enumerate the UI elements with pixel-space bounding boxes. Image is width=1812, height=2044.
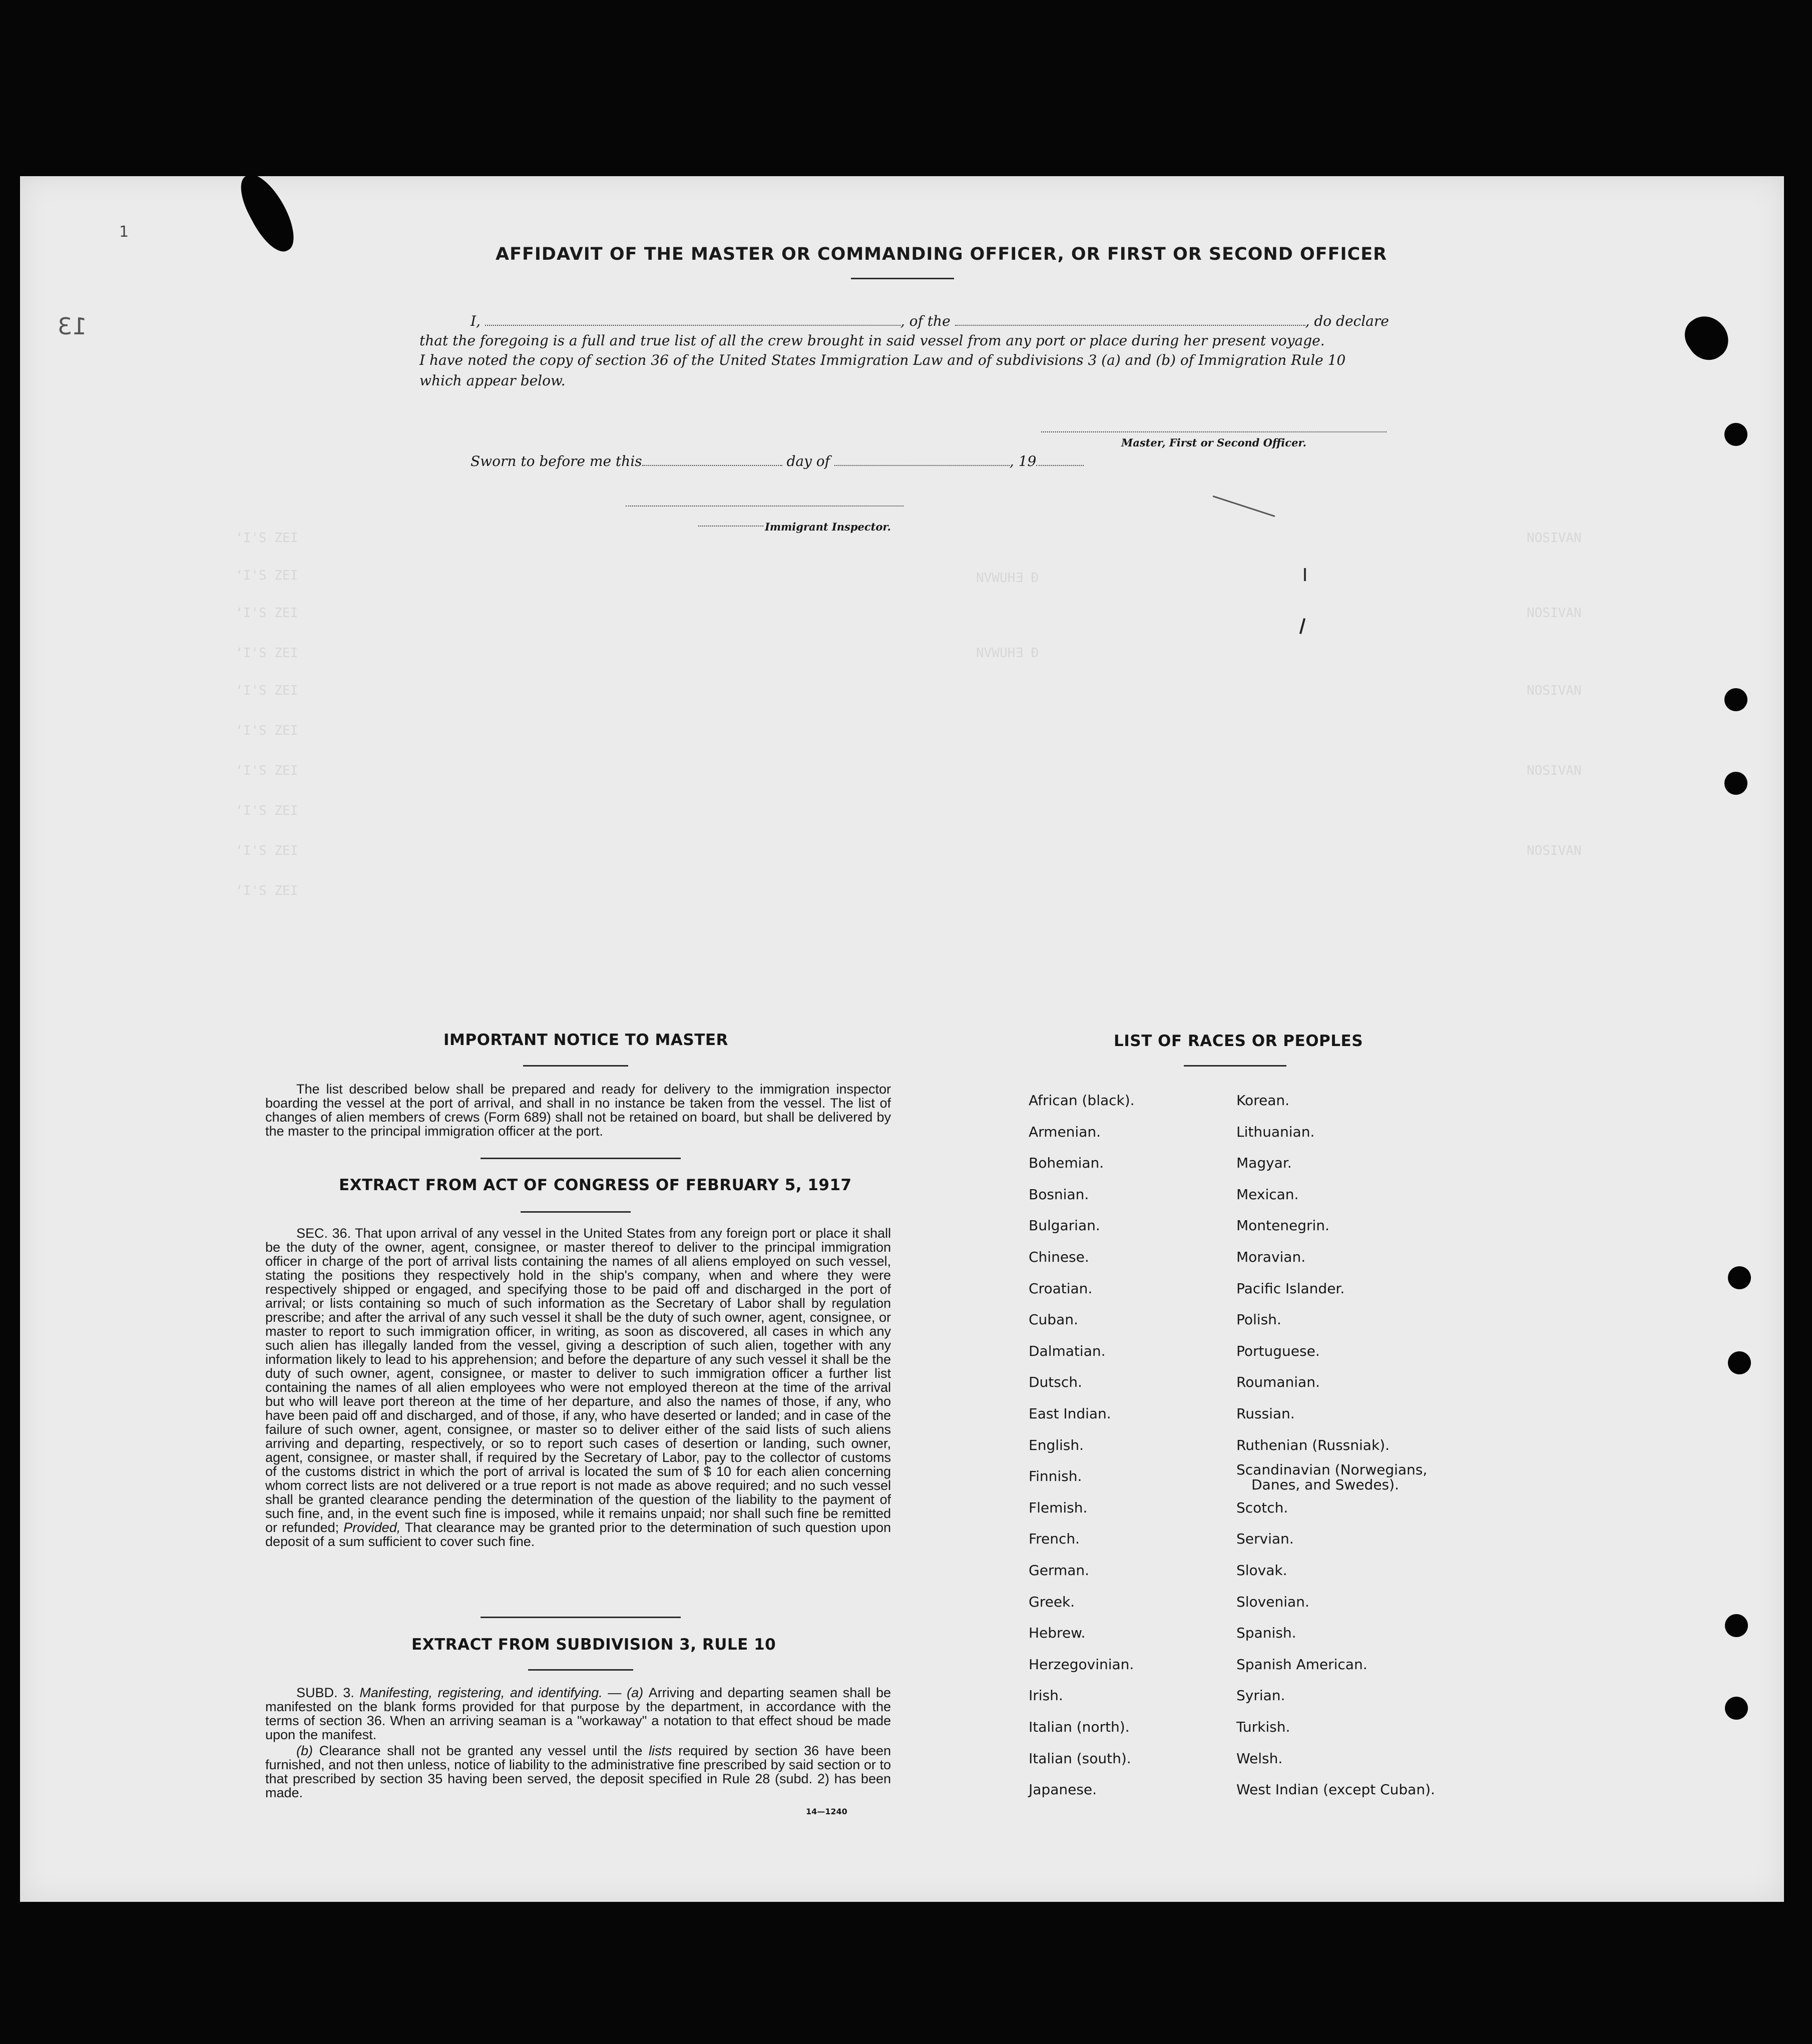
- race-item: Ruthenian (Russniak).: [1236, 1437, 1390, 1453]
- punch-hole: [1725, 1614, 1748, 1637]
- race-item: West Indian (except Cuban).: [1236, 1781, 1435, 1798]
- act-provided: Provided,: [343, 1520, 401, 1535]
- document-sheet: [20, 176, 1784, 1902]
- race-item: Polish.: [1236, 1311, 1281, 1328]
- races-heading: LIST OF RACES OR PEOPLES: [1114, 1032, 1364, 1050]
- affidavit-of-the: , of the: [900, 313, 951, 329]
- act-body-text: SEC. 36. That upon arrival of any vessel in the United States from any foreign port or place it shall be the duty of the owner, agent, consignee, or master thereof to deliver to the principal immigration officer in charge of the port of arrival lists containing the names of all aliens employed on such vessel, stating the positions they respectively hold in the ship's company, when and where they were respectively shipped or engaged, and specifying those to be paid off and discharged in the port of arrival; or lists containing so much of such information as the Secretary of Labor shall by regulation prescribe; and after the arrival of any such vessel it shall be the duty of such owner, agent, consignee, or master to report to such immigration officer, in writing, as soon as discovered, all cases in which any such alien has illegally landed from the vessel, giving a description of such alien, together with any information likely to lead to his apprehension; and before the departure of any such vessel it shall be the duty of such owner, agent, consignee, or master to deliver to such immigration officer a further list containing the names of all alien employees who were not employed thereon at the time of the arrival but who will leave port thereon at the time of her departure, and also the names of those, if any, who have been paid off and discharged, and of those, if any, who have deserted or landed; and in case of the failure of such owner, agent, consignee, or master so to deliver either of the said lists of such aliens arriving and departing, respectively, or so to report such cases of desertion or landing, such owner, agent, consignee, or master shall, if required by the Secretary of Labor, pay to the collector of customs of the customs district in which the port of arrival is located the sum of $ 10 for each alien concerning whom correct lists are not delivered or a true report is not made as above required; and no such vessel shall be granted clearance pending the determination of the question of the liability to the payment of such fine, and, in the event such fine is imposed, while it remains unpaid; nor shall such fine be remitted or refunded;: [265, 1226, 891, 1535]
- affidavit-line-3: I have noted the copy of section 36 of the United States Immigration Law and of subdivisions 3 (a) and (b) of Immigration Rule 10: [419, 352, 1346, 368]
- affidavit-line-2: that the foregoing is a full and true list of all the crew brought in said vessel from any port or place during her present voyage.: [419, 332, 1325, 349]
- punch-hole: [1728, 1351, 1751, 1374]
- race-item: Slovenian.: [1236, 1594, 1309, 1610]
- punch-hole: [1724, 423, 1747, 446]
- race-item: Bohemian.: [1029, 1155, 1104, 1171]
- subd-lead: SUBD. 3.: [296, 1685, 360, 1700]
- subd-b-mark: (b): [296, 1743, 319, 1758]
- race-item: Cuban.: [1029, 1311, 1078, 1328]
- race-item: Flemish.: [1029, 1499, 1088, 1516]
- race-item: Herzegovinian.: [1029, 1656, 1134, 1673]
- vessel-field[interactable]: [955, 315, 1305, 326]
- race-item: African (black).: [1029, 1092, 1135, 1109]
- race-item: Welsh.: [1236, 1750, 1283, 1767]
- race-item: Finnish.: [1029, 1468, 1082, 1484]
- race-item: German.: [1029, 1562, 1090, 1579]
- punch-hole: [1725, 1697, 1748, 1720]
- race-item: Roumanian.: [1236, 1374, 1320, 1390]
- notice-heading: IMPORTANT NOTICE TO MASTER: [443, 1031, 728, 1049]
- race-item: Pacific Islander.: [1236, 1280, 1345, 1297]
- subd-a-text: Arriving and departing seamen shall be manifested on the blank forms provided for that purpose by the department, in accordance with the terms of section 36. When an arriving seaman is a "workaway" a notation to that effect shoud be made upon the manifest.: [265, 1685, 891, 1742]
- race-item: Croatian.: [1029, 1280, 1093, 1297]
- divider: [528, 1669, 633, 1671]
- race-item: Scotch.: [1236, 1499, 1288, 1516]
- day-of-label: day of: [786, 453, 830, 469]
- divider: [1184, 1065, 1286, 1067]
- sworn-line: [471, 453, 1084, 469]
- subd-a-mark: — (a): [602, 1685, 649, 1700]
- rule-subd-b: [265, 1744, 891, 1800]
- margin-mark: 1: [119, 223, 129, 241]
- race-item: Turkish.: [1236, 1719, 1290, 1735]
- margin-mark: 13: [58, 313, 87, 340]
- divider: [481, 1617, 681, 1618]
- act-body: [265, 1226, 891, 1549]
- race-item: Italian (north).: [1029, 1719, 1130, 1735]
- race-item: Montenegrin.: [1236, 1217, 1329, 1234]
- inspector-caption: Immigrant Inspector.: [765, 521, 891, 533]
- race-item: Magyar.: [1236, 1155, 1292, 1171]
- race-item: Korean.: [1236, 1092, 1290, 1109]
- punch-hole: [1724, 688, 1747, 711]
- race-item: French.: [1029, 1530, 1080, 1547]
- race-item: Scandinavian (Norwegians,: [1236, 1461, 1428, 1478]
- subd-b-text-end: required by section 36 have been furnished, and not then unless, notice of liability to the administrative fine prescribed by said section or to that prescribed by section 35 having been served, the deposit specified in Rule 28 (subd. 2) has been made.: [265, 1743, 891, 1800]
- race-item: Chinese.: [1029, 1249, 1089, 1265]
- sworn-day-field[interactable]: [642, 455, 782, 466]
- master-signature-line[interactable]: [1041, 431, 1387, 432]
- affidavit-line-4: which appear below.: [419, 372, 566, 389]
- race-item: Slovak.: [1236, 1562, 1287, 1579]
- affidavit-declare: , do declare: [1305, 313, 1389, 329]
- pencil-mark: [1304, 568, 1306, 581]
- notice-body: The list described below shall be prepared and ready for delivery to the immigration inspector boarding the vessel at the port of arrival, and shall in no instance be taken from the vessel. The list of changes of alien members of crews (Form 689) shall not be retained on board, but shall be delivered by the master to the principal immigration officer at the port.: [265, 1082, 891, 1139]
- divider: [851, 278, 954, 279]
- divider: [523, 1065, 628, 1067]
- divider: [481, 1158, 681, 1159]
- race-item: English.: [1029, 1437, 1084, 1453]
- race-item: Japanese.: [1029, 1781, 1097, 1798]
- rule-heading: EXTRACT FROM SUBDIVISION 3, RULE 10: [411, 1636, 776, 1654]
- race-item: Irish.: [1029, 1687, 1063, 1704]
- inspector-signature-line[interactable]: [626, 505, 903, 506]
- divider: [521, 1211, 631, 1213]
- master-caption: Master, First or Second Officer.: [1121, 436, 1306, 449]
- rule-subd-a: [265, 1686, 891, 1742]
- punch-hole: [1728, 1266, 1751, 1289]
- race-item: Bosnian.: [1029, 1186, 1089, 1203]
- sworn-label: Sworn to before me this: [471, 453, 642, 469]
- race-item: Spanish American.: [1236, 1656, 1368, 1673]
- name-field[interactable]: [485, 315, 900, 326]
- race-item: Bulgarian.: [1029, 1217, 1100, 1234]
- race-item: Russian.: [1236, 1405, 1295, 1422]
- inspector-caption-line: [698, 526, 763, 527]
- race-item: Servian.: [1236, 1530, 1294, 1547]
- race-item: Portuguese.: [1236, 1343, 1320, 1359]
- race-item: East Indian.: [1029, 1405, 1111, 1422]
- race-item: Dutsch.: [1029, 1374, 1082, 1390]
- act-heading: EXTRACT FROM ACT OF CONGRESS OF FEBRUARY 5, 1917: [339, 1176, 852, 1194]
- affidavit-i: I,: [471, 313, 481, 329]
- race-item: Greek.: [1029, 1594, 1075, 1610]
- race-item: Italian (south).: [1029, 1750, 1131, 1767]
- sworn-month-field[interactable]: [834, 455, 1010, 466]
- affidavit-line-1: [471, 313, 1389, 329]
- race-item: Mexican.: [1236, 1186, 1299, 1203]
- race-item: Spanish.: [1236, 1625, 1296, 1641]
- race-item: Hebrew.: [1029, 1625, 1086, 1641]
- subd-title: Manifesting, registering, and identifying.: [359, 1685, 603, 1700]
- race-item: Syrian.: [1236, 1687, 1285, 1704]
- subd-b-text: Clearance shall not be granted any vessel until the: [319, 1743, 649, 1758]
- form-number: 14—1240: [806, 1807, 847, 1816]
- race-item: Armenian.: [1029, 1124, 1101, 1140]
- race-item-continued: Danes, and Swedes).: [1251, 1476, 1399, 1493]
- year-label: , 19: [1009, 453, 1037, 469]
- act-body-text-end: That clearance may be granted prior to the determination of such question upon deposit of a sum sufficient to cover such fine.: [265, 1520, 891, 1549]
- affidavit-title: AFFIDAVIT OF THE MASTER OR COMMANDING OFFICER, OR FIRST OR SECOND OFFICER: [496, 244, 1388, 264]
- subd-b-lists: lists: [649, 1743, 672, 1758]
- sworn-year-field[interactable]: [1036, 455, 1084, 466]
- race-item: Moravian.: [1236, 1249, 1306, 1265]
- race-item: Dalmatian.: [1029, 1343, 1106, 1359]
- race-item: Lithuanian.: [1236, 1124, 1315, 1140]
- punch-hole: [1724, 772, 1747, 795]
